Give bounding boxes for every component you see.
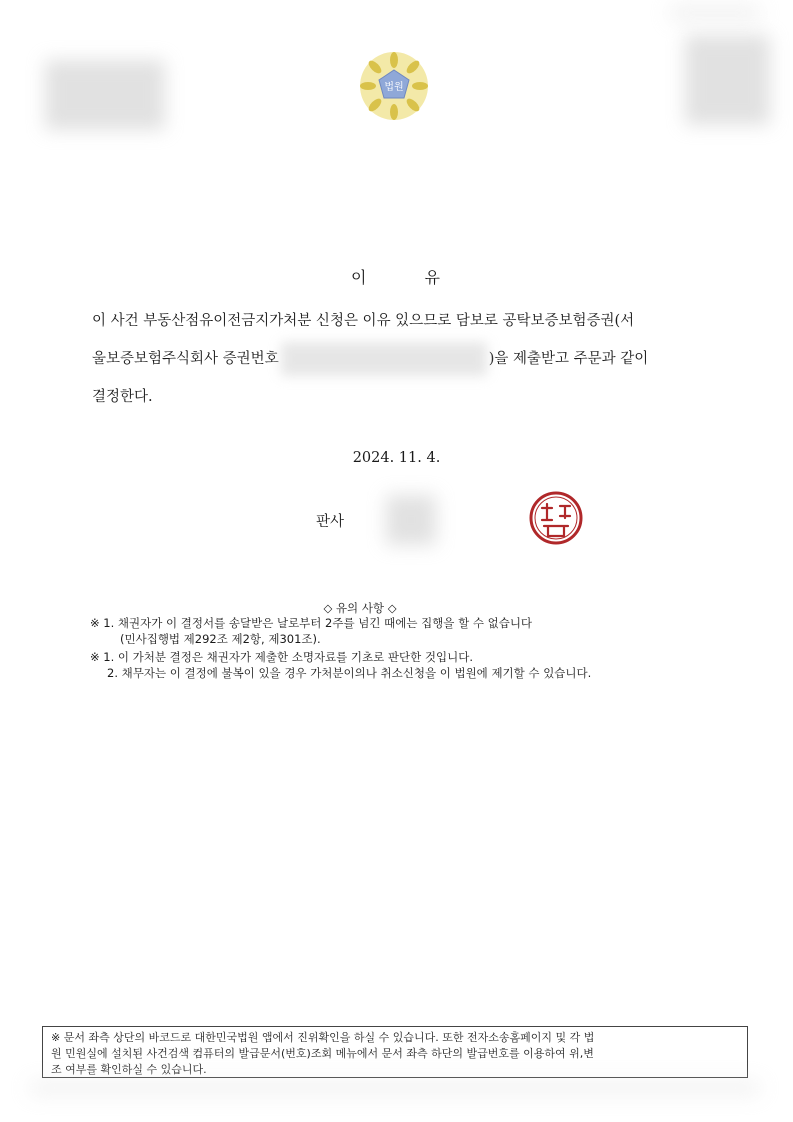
heading-right: 유 xyxy=(424,268,442,287)
redacted-barcode-top-right xyxy=(685,35,770,125)
footer-line-2: 원 민원실에 설치된 사건검색 컴퓨터의 발급문서(번호)조회 메뉴에서 문서 좌측 하단의 발급번호를 이용하여 위,변 xyxy=(51,1047,594,1060)
redacted-issue-number xyxy=(30,1082,760,1094)
footer-line-1: ※ 문서 좌측 상단의 바코드로 대한민국법원 앱에서 진위확인을 하실 수 있습니다. 또한 전자소송홈페이지 및 각 법 xyxy=(51,1031,595,1044)
notice-item-1: ※ 1. 채권자가 이 결정서를 송달받은 날로부터 2주를 넘긴 때에는 집행을 할 수 없습니다 xyxy=(90,616,533,630)
heading-left: 이 xyxy=(351,268,369,287)
court-emblem-icon xyxy=(358,50,430,122)
authenticity-notice-box xyxy=(42,1026,748,1078)
footer-line-3: 조 여부를 확인하실 수 있습니다. xyxy=(51,1063,207,1076)
judge-seal-icon xyxy=(528,490,584,546)
reason-line-2-post: )을 제출받고 주문과 같이 xyxy=(488,351,649,367)
notice-item-2: ※ 1. 이 가처분 결정은 채권자가 제출한 소명자료를 기초로 판단한 것입니다. xyxy=(90,650,473,664)
redacted-barcode-top-left xyxy=(45,60,165,130)
redacted-header-strip xyxy=(670,6,760,20)
reason-line-1: 이 사건 부동산점유이전금지가처분 신청은 이유 있으므로 담보로 공탁보증보험증권(서 xyxy=(92,313,635,329)
emblem-label: 법원 xyxy=(384,82,404,93)
reason-line-3: 결정한다. xyxy=(92,389,153,405)
judge-label: 판사 xyxy=(316,514,345,530)
decision-date: 2024. 11. 4. xyxy=(352,450,441,466)
notice-item-1-cont: (민사집행법 제292조 제2항, 제301조). xyxy=(120,632,321,646)
reason-line-2 xyxy=(92,340,696,378)
reason-line-2-pre: 울보증보험주식회사 증권번호 xyxy=(92,351,279,367)
notice-title: ◇ 유의 사항 ◇ xyxy=(323,601,397,615)
section-heading xyxy=(0,265,793,288)
redacted-certificate-number xyxy=(281,342,487,376)
notice-item-3: 2. 채무자는 이 결정에 불복이 있을 경우 가처분이의나 취소신청을 이 법원에 제기할 수 있습니다. xyxy=(107,666,592,680)
redacted-judge-name xyxy=(386,495,436,545)
reason-paragraph xyxy=(92,302,696,416)
